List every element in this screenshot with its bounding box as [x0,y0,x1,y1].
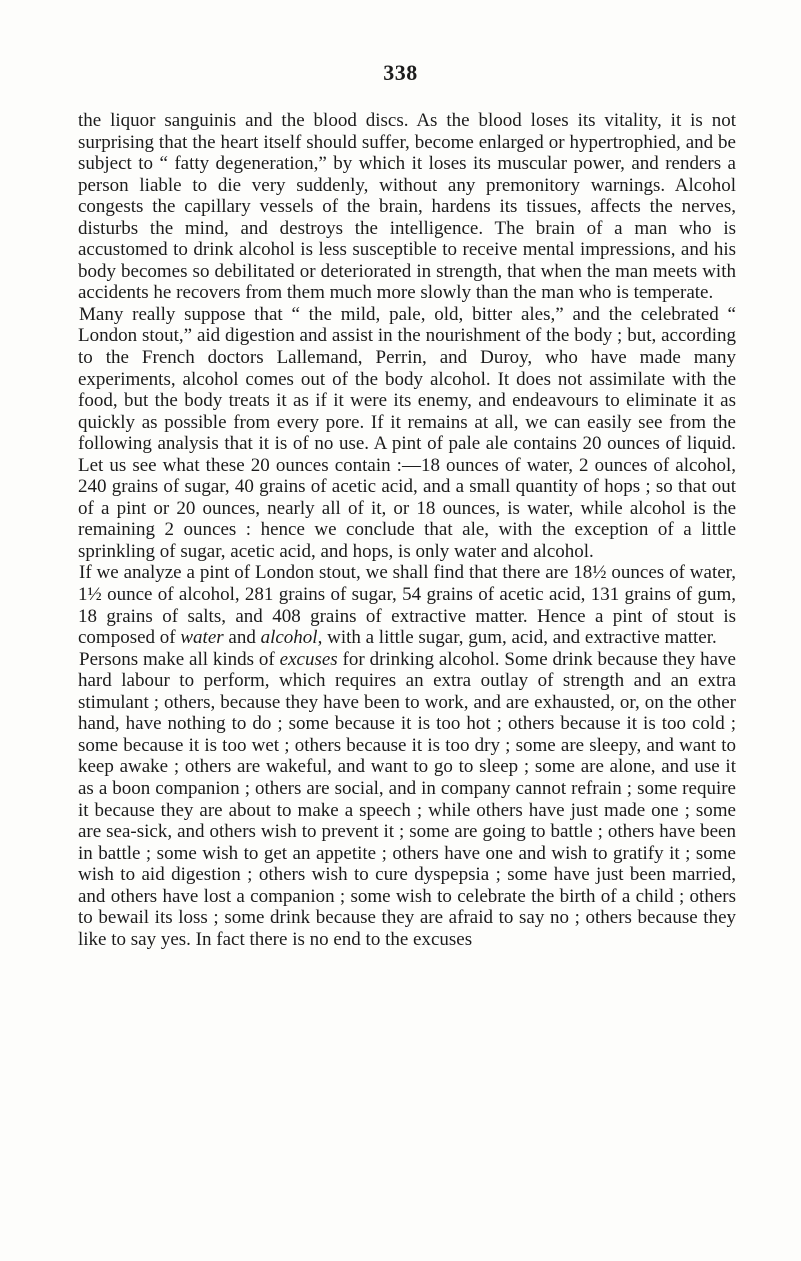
paragraph-3-text-a: If we analyze a pint of London stout, we shall find that there are 18½ ounces of water, 1½ ounce of alcohol, 281 grains of sugar, 54 grains of acetic acid, 131 grains of gum, 18 grains of salts, and 408 grains of extractive matter. Hence a pint of stout is composed of [78,562,736,649]
paragraph-4-text-a: Persons make all kinds of [79,648,280,670]
paragraph-4 [78,649,736,951]
paragraph-2-text: Many really suppose that “ the mild, pale, old, bitter ales,” and the celebrated “ London stout,” aid digestion and assist in the nourishment of the body ; but, according to the French doctors Lallemand, Perrin, and Duroy, who have made many experiments, alcohol comes out of the body alcohol. It does not assimilate with the food, but the body treats it as if it were its enemy, and endeavours to eliminate it as quickly as possible from every pore. If it remains at all, we can easily see from the following analysis that it is of no use. A pint of pale ale contains 20 ounces of liquid. Let us see what these 20 ounces contain :—18 ounces of water, 2 ounces of alcohol, 240 grains of sugar, 40 grains of acetic acid, and a small quantity of hops ; so that out of a pint or 20 ounces, nearly all of it, or 18 ounces, is water, while alcohol is the remaining 2 ounces : hence we conclude that ale, with the exception of a little sprinkling of sugar, acetic acid, and hops, is only water and alcohol. [78,303,736,562]
paragraph-1-text: the liquor sanguinis and the blood discs. As the blood loses its vitality, it is not surprising that the heart itself should suffer, become enlarged or hypertrophied, and be subject to “ fatty degeneration,” by which it loses its muscular power, and renders a person liable to die very suddenly, without any premonitory warnings. Alcohol congests the capillary vessels of the brain, hardens its tissues, affects the nerves, disturbs the mind, and destroys the intelligence. The brain of a man who is accustomed to drink alcohol is less susceptible to receive mental impressions, and his body becomes so debilitated or deteriorated in strength, that when the man meets with accidents he recovers from them much more slowly than the man who is temperate. [78,110,736,304]
paragraph-4-emphasis-excuses: excuses [279,648,338,670]
body-text [78,110,736,950]
paragraph-3-text-c: , with a little sugar, gum, acid, and extractive matter. [317,627,717,649]
paragraph-1 [78,110,736,304]
paragraph-4-text-b: for drinking alcohol. Some drink because they have hard labour to perform, which requires an extra outlay of strength and an extra stimulant ; others, because they have been to work, and are exhausted, or, on the other hand, have nothing to do ; some because it is too hot ; others because it is too cold ; some because it is too wet ; others because it is too dry ; some are sleepy, and want to keep awake ; others are wakeful, and want to go to sleep ; some are alone, and use it as a boon companion ; others are social, and in company cannot refrain ; some require it because they are about to make a speech ; while others have just made one ; some are sea-sick, and others wish to prevent it ; some are going to battle ; others have been in battle ; some wish to get an appetite ; others have one and wish to gratify it ; some wish to aid digestion ; others wish to cure dyspepsia ; some have just been married, and others have lost a companion ; some wish to celebrate the birth of a child ; others to bewail its loss ; some drink because they are afraid to say no ; others because they like to say yes. In fact there is no end to the excuses [78,648,736,950]
paragraph-3-emphasis-water: water [180,627,224,649]
paragraph-3-emphasis-alcohol: alcohol [260,627,318,649]
paragraph-3 [78,562,736,648]
page-number: 338 [383,60,418,85]
paragraph-3-text-b: and [223,627,261,649]
paragraph-2 [78,304,736,563]
